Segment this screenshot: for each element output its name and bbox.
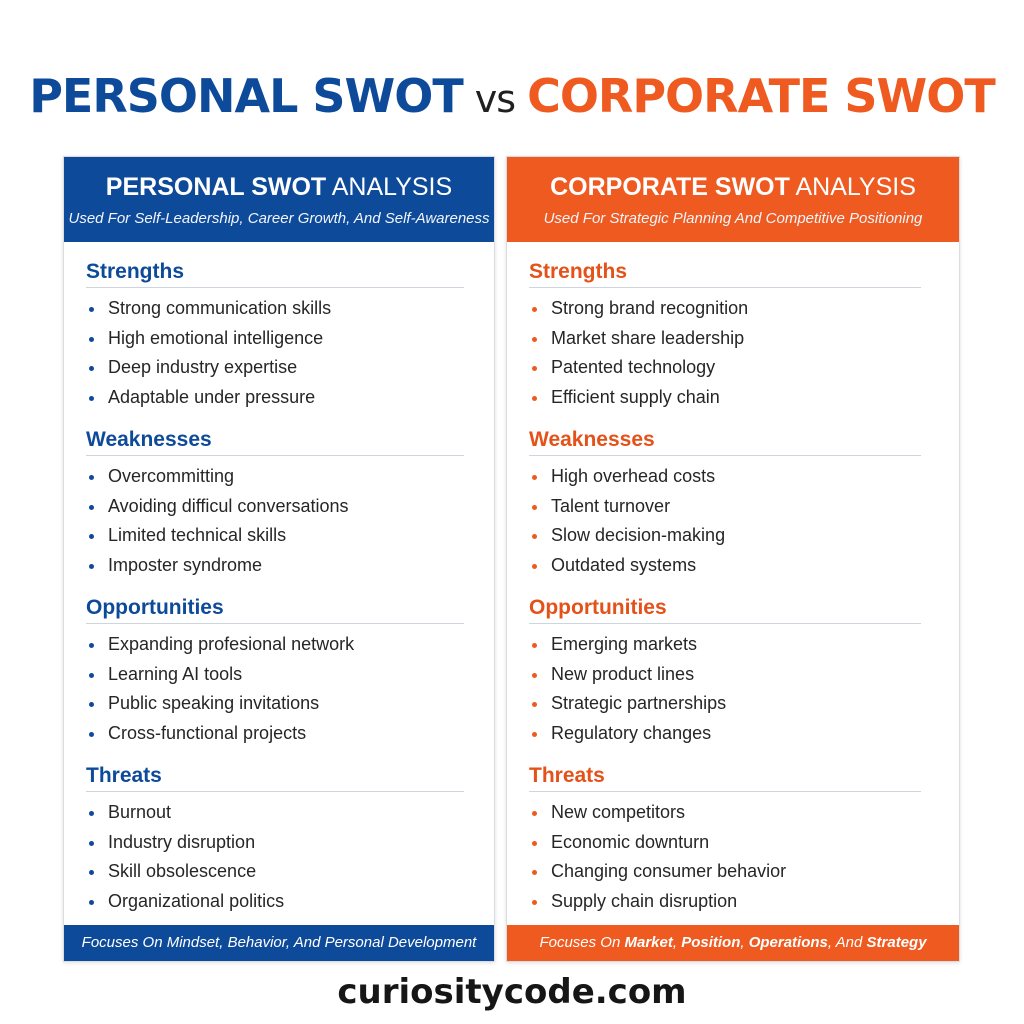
section-heading: Opportunities	[86, 594, 464, 624]
list-item	[86, 630, 464, 660]
title-corporate-swot: CORPORATE SWOT	[527, 69, 995, 123]
bullet-icon	[89, 505, 94, 510]
bullet-icon	[89, 900, 94, 905]
personal-weaknesses-section	[86, 426, 464, 580]
list-item-text: Imposter syndrome	[108, 554, 263, 575]
list-item	[86, 521, 464, 551]
item-list	[86, 630, 464, 748]
list-item	[529, 492, 921, 522]
list-item	[529, 719, 921, 749]
bullet-icon	[532, 505, 537, 510]
list-item-text: New competitors	[551, 802, 686, 822]
bullet-icon	[532, 732, 537, 737]
bullet-icon	[89, 702, 94, 707]
list-item-text: Slow decision-making	[551, 525, 726, 545]
section-heading: Strengths	[86, 258, 464, 288]
list-item-text: Skill obsolescence	[108, 861, 257, 881]
footer-strategy: Strategy	[866, 934, 927, 951]
footer-operations: Operations	[748, 934, 828, 951]
bullet-icon	[89, 841, 94, 846]
list-item	[529, 294, 921, 324]
list-item	[529, 887, 921, 917]
list-item	[86, 857, 464, 887]
item-list	[529, 294, 921, 412]
list-item-text: Strategic partnerships	[551, 693, 727, 713]
section-heading: Strengths	[529, 258, 921, 288]
bullet-icon	[532, 702, 537, 707]
list-item	[86, 324, 464, 354]
list-item	[529, 798, 921, 828]
list-item	[86, 353, 464, 383]
list-item	[529, 630, 921, 660]
personal-panel-body	[64, 242, 494, 916]
personal-threats-section	[86, 762, 464, 916]
list-item-text: Supply chain disruption	[551, 890, 738, 911]
list-item-text: New product lines	[551, 663, 695, 684]
list-item-text: Learning AI tools	[108, 663, 243, 684]
list-item	[86, 689, 464, 719]
list-item-text: Market share leadership	[551, 327, 745, 348]
list-item-text: Burnout	[108, 802, 172, 822]
footer-sep: , And	[827, 934, 867, 951]
list-item	[86, 462, 464, 492]
item-list	[86, 798, 464, 916]
list-item-text: Strong communication skills	[108, 298, 332, 318]
list-item	[86, 660, 464, 690]
list-item	[86, 383, 464, 413]
footer-position: Position	[681, 934, 741, 951]
list-item	[529, 689, 921, 719]
list-item-text: High overhead costs	[551, 466, 716, 486]
list-item-text: Expanding profesional network	[108, 634, 355, 654]
bullet-icon	[532, 307, 537, 312]
list-item-text: Economic downturn	[551, 831, 710, 852]
bullet-icon	[89, 732, 94, 737]
site-url: curiositycode.com	[337, 972, 687, 1012]
item-list	[529, 630, 921, 748]
bullet-icon	[89, 811, 94, 816]
list-item	[86, 719, 464, 749]
footer-lead: Focuses On	[539, 934, 625, 951]
list-item-text: Organizational politics	[108, 890, 285, 911]
corporate-weaknesses-section	[529, 426, 921, 580]
item-list	[529, 462, 921, 580]
list-item-text: Industry disruption	[108, 831, 256, 852]
bullet-icon	[532, 900, 537, 905]
list-item	[529, 462, 921, 492]
list-item-text: Cross-functional projects	[108, 722, 307, 743]
bullet-icon	[532, 534, 537, 539]
footer-sep: ,	[740, 934, 749, 951]
bullet-icon	[532, 337, 537, 342]
list-item-text: Efficient supply chain	[551, 386, 720, 407]
corporate-opportunities-section	[529, 594, 921, 748]
corporate-threats-section	[529, 762, 921, 916]
page-title	[0, 66, 1024, 129]
bullet-icon	[89, 396, 94, 401]
list-item	[529, 551, 921, 581]
list-item	[529, 353, 921, 383]
footer-market: Market	[624, 934, 673, 951]
bullet-icon	[532, 673, 537, 678]
list-item-text: Regulatory changes	[551, 722, 712, 743]
list-item-text: Changing consumer behavior	[551, 861, 787, 881]
personal-swot-panel	[63, 156, 495, 962]
personal-panel-title	[64, 171, 494, 203]
personal-opportunities-section	[86, 594, 464, 748]
list-item-text: Talent turnover	[551, 495, 671, 516]
corporate-strengths-section	[529, 258, 921, 412]
personal-panel-subtitle: Used For Self-Leadership, Career Growth, And Self-Awareness	[68, 210, 490, 227]
bullet-icon	[532, 396, 537, 401]
bullet-icon	[89, 643, 94, 648]
corporate-panel-title	[507, 171, 959, 203]
personal-panel-header	[64, 157, 494, 242]
item-list	[86, 294, 464, 412]
item-list	[86, 462, 464, 580]
title-vs: vs	[474, 77, 516, 121]
corporate-panel-footer	[507, 925, 959, 961]
corporate-panel-title-bold: CORPORATE SWOT	[550, 173, 790, 201]
corporate-panel-title-light: ANALYSIS	[789, 173, 916, 201]
list-item	[86, 551, 464, 581]
list-item	[529, 828, 921, 858]
section-heading: Weaknesses	[86, 426, 464, 456]
list-item-text: Limited technical skills	[108, 525, 287, 545]
list-item-text: Deep industry expertise	[108, 357, 298, 377]
list-item-text: Avoiding difficul conversations	[108, 495, 349, 516]
personal-panel-footer: Focuses On Mindset, Behavior, And Personal Development	[64, 925, 494, 961]
section-heading: Weaknesses	[529, 426, 921, 456]
list-item	[529, 324, 921, 354]
bullet-icon	[89, 475, 94, 480]
corporate-panel-body	[507, 242, 959, 916]
bullet-icon	[89, 673, 94, 678]
corporate-panel-subtitle: Used For Strategic Planning And Competitive Positioning	[543, 210, 923, 227]
title-personal-swot: PERSONAL SWOT	[29, 69, 463, 123]
personal-panel-title-bold: PERSONAL SWOT	[105, 173, 327, 201]
bullet-icon	[89, 564, 94, 569]
list-item-text: Emerging markets	[551, 634, 698, 654]
list-item-text: Overcommitting	[108, 466, 235, 486]
list-item	[86, 294, 464, 324]
list-item	[529, 660, 921, 690]
bullet-icon	[532, 870, 537, 875]
bullet-icon	[532, 475, 537, 480]
bullet-icon	[532, 643, 537, 648]
bullet-icon	[532, 366, 537, 371]
list-item-text: Adaptable under pressure	[108, 386, 316, 407]
section-heading: Opportunities	[529, 594, 921, 624]
bullet-icon	[89, 337, 94, 342]
list-item-text: Public speaking invitations	[108, 693, 320, 713]
list-item-text: High emotional intelligence	[108, 327, 324, 348]
list-item-text: Patented technology	[551, 357, 716, 377]
list-item	[86, 887, 464, 917]
list-item	[86, 828, 464, 858]
item-list	[529, 798, 921, 916]
list-item	[86, 492, 464, 522]
list-item	[529, 857, 921, 887]
section-heading: Threats	[529, 762, 921, 792]
corporate-swot-panel	[506, 156, 960, 962]
bullet-icon	[89, 366, 94, 371]
section-heading: Threats	[86, 762, 464, 792]
footer-sep: ,	[672, 934, 682, 951]
personal-strengths-section	[86, 258, 464, 412]
bullet-icon	[89, 870, 94, 875]
list-item	[529, 383, 921, 413]
bullet-icon	[532, 811, 537, 816]
list-item-text: Strong brand recognition	[551, 298, 749, 318]
bullet-icon	[532, 841, 537, 846]
list-item-text: Outdated systems	[551, 554, 697, 575]
list-item	[529, 521, 921, 551]
list-item	[86, 798, 464, 828]
bullet-icon	[89, 307, 94, 312]
bullet-icon	[532, 564, 537, 569]
bullet-icon	[89, 534, 94, 539]
personal-panel-title-light: ANALYSIS	[326, 173, 453, 201]
corporate-panel-header	[507, 157, 959, 242]
